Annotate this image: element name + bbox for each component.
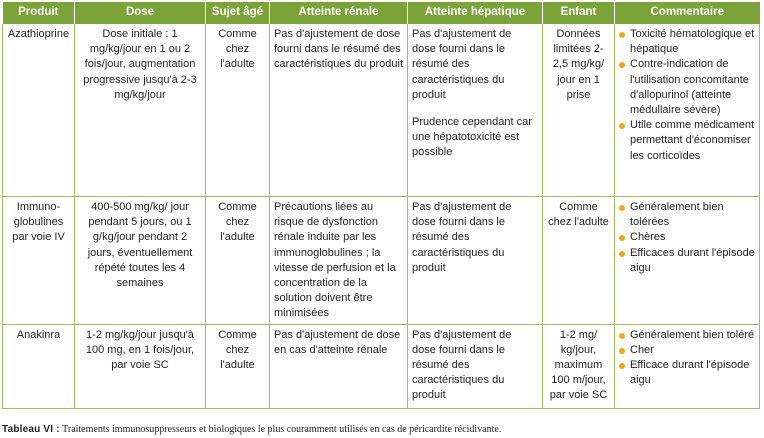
comment-item: [619, 328, 755, 343]
bullet-dot-icon: [619, 251, 625, 257]
cell-sujet-age: Comme chez l'adulte: [206, 324, 270, 408]
comment-item: [619, 27, 755, 57]
header-atteinte-hepatique: Atteinte hépatique: [408, 2, 543, 24]
cell-dose: 1-2 mg/kg/jour jusqu'à 100 mg, en 1 fois/jour, par voie SC: [75, 324, 206, 408]
bullet-dot-icon: [619, 333, 625, 339]
cell-commentaire: [615, 24, 760, 197]
comment-item: [619, 57, 755, 118]
comment-item: [619, 343, 755, 358]
header-commentaire: Commentaire: [615, 2, 760, 24]
cell-sujet-age: Comme chez l'adulte: [206, 197, 270, 325]
bullet-dot-icon: [619, 62, 625, 68]
table-row: [3, 324, 760, 408]
cell-produit: Anakinra: [3, 324, 75, 408]
comment-list: [619, 27, 755, 164]
cell-enfant: 1-2 mg/ kg/jour, maximum 100 m/jour, par voie SC: [543, 324, 615, 408]
header-sujet-age: Sujet âgé: [206, 2, 270, 24]
cell-atteinte-hepatique: Pas d'ajustement de dose fourni dans le résumé des caractéristiques du produit: [408, 324, 543, 408]
cell-atteinte-renale: Précautions liées au risque de dysfonction rénale induite par les immunoglobulines ; la vitesse de perfusion et la concentration de la solution doivent être minimisées: [270, 197, 408, 325]
caption-label: Tableau VI :: [2, 424, 60, 435]
bullet-dot-icon: [619, 32, 625, 38]
comment-text: Contre-indication de l'utilisation concomitante d'allopurinol (atteinte médullaire sévère): [630, 58, 749, 117]
comment-item: [619, 246, 755, 276]
cell-produit: Azathioprine: [3, 24, 75, 197]
comment-text: Utile comme médicament permettant d'économiser les corticoïdes: [630, 119, 755, 162]
cell-atteinte-hepatique: Pas d'ajustement de dose fourni dans le résumé des caractéristiques du produit: [408, 197, 543, 325]
hepatique-paragraph: Pas d'ajustement de dose fourni dans le résumé des caractéristiques du produit: [412, 28, 512, 101]
header-enfant: Enfant: [543, 2, 615, 24]
cell-produit: Immuno-globulines par voie IV: [3, 197, 75, 325]
header-dose: Dose: [75, 2, 206, 24]
header-atteinte-renale: Atteinte rénale: [270, 2, 408, 24]
comment-text: Généralement bien tolérées: [630, 201, 724, 229]
comment-item: [619, 230, 755, 245]
hepatique-paragraph: Prudence cependant car une hépatotoxicité est possible: [412, 116, 532, 159]
comment-item: [619, 200, 755, 230]
comment-text: Chères: [630, 231, 666, 244]
cell-commentaire: [615, 197, 760, 325]
comment-list: [619, 328, 755, 389]
table-row: [3, 24, 760, 197]
treatment-table: [2, 2, 760, 409]
bullet-dot-icon: [619, 363, 625, 369]
table-header-row: [3, 2, 760, 24]
caption-text: Traitements immunosuppresseurs et biologiques le plus couramment utilisés en cas de péricardite récidivante.: [59, 424, 502, 435]
header-produit: Produit: [3, 2, 75, 24]
cell-dose: Dose initiale : 1 mg/kg/jour en 1 ou 2 fois/jour, augmentation progressive jusqu'à 2-3 mg/kg/jour: [75, 24, 206, 197]
bullet-dot-icon: [619, 348, 625, 354]
comment-list: [619, 200, 755, 276]
cell-atteinte-renale: Pas d'ajustement de dose fourni dans le résumé des caractéristiques du produit: [270, 24, 408, 197]
comment-text: Efficace durant l'épisode aigu: [630, 359, 750, 387]
cell-dose: 400-500 mg/kg/ jour pendant 5 jours, ou 1 g/kg/jour pendant 2 jours, éventuellement répété toutes les 4 semaines: [75, 197, 206, 325]
table-row: [3, 197, 760, 325]
bullet-dot-icon: [619, 235, 625, 241]
comment-text: Toxicité hématologique et hépatique: [630, 28, 755, 56]
comment-text: Cher: [630, 343, 654, 356]
comment-text: Efficaces durant l'épisode aigu: [630, 246, 755, 274]
cell-enfant: Données limitées 2-2,5 mg/kg/ jour en 1 prise: [543, 24, 615, 197]
cell-enfant: Comme chez l'adulte: [543, 197, 615, 325]
cell-atteinte-hepatique: [408, 24, 543, 197]
cell-sujet-age: Comme chez l'adulte: [206, 24, 270, 197]
comment-item: [619, 358, 755, 388]
bullet-dot-icon: [619, 205, 625, 211]
comment-item: [619, 118, 755, 164]
table-caption: [2, 424, 501, 435]
cell-commentaire: [615, 324, 760, 408]
cell-atteinte-renale: Pas d'ajustement de dose en cas d'atteinte rénale: [270, 324, 408, 408]
comment-text: Généralement bien toléré: [630, 328, 755, 341]
bullet-dot-icon: [619, 123, 625, 129]
